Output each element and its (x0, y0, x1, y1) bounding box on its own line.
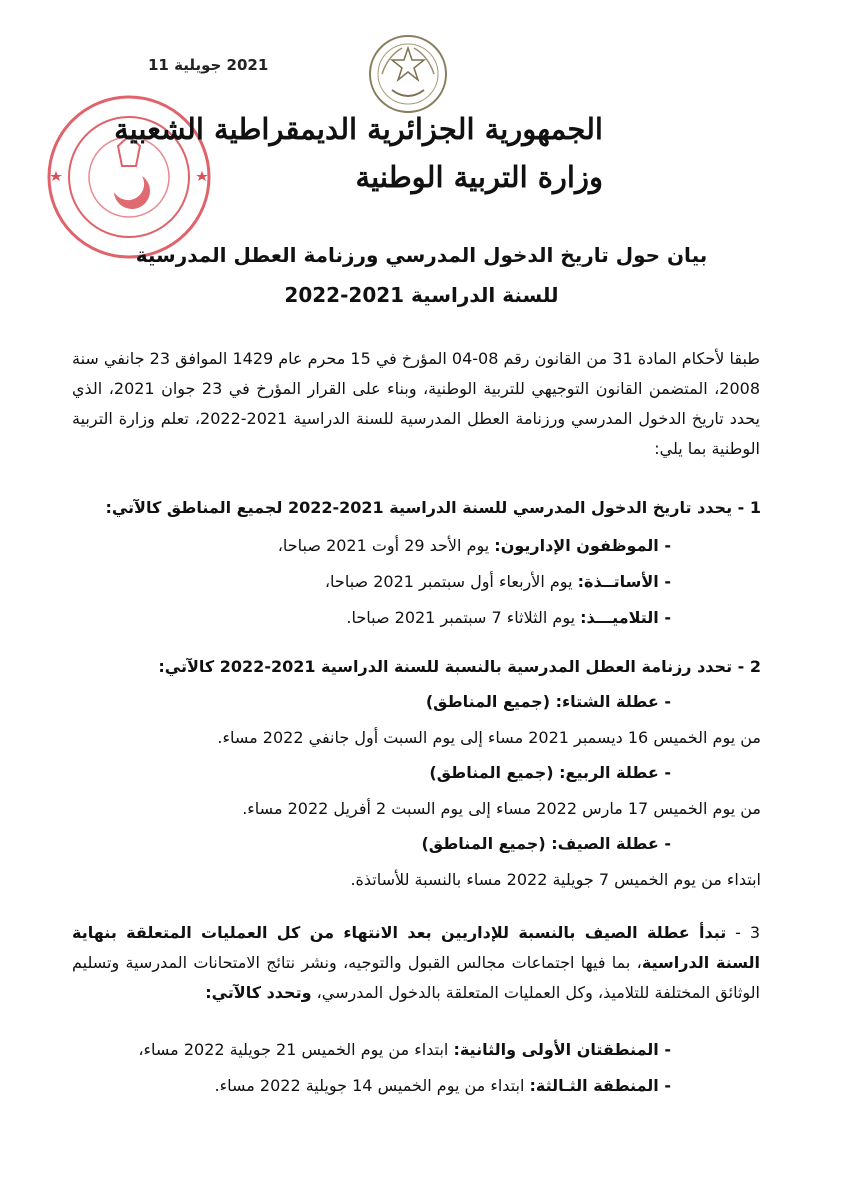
emblem-icon (362, 30, 454, 116)
item-label: - المنطقتان الأولى والثانية: (453, 1040, 671, 1059)
section-1-heading: 1 - يحدد تاريخ الدخول المدرسي للسنة الدراسية 2021-2022 لجميع المناطق كالآتي: (105, 498, 761, 517)
item-text: ابتداء من يوم الخميس 21 جويلية 2022 مساء، (138, 1040, 454, 1059)
date-stamp: 2021 جويلية 11 (148, 56, 269, 74)
item-label: - المنطقة الثـالثة: (529, 1076, 671, 1095)
item-text: يوم الأحد 29 أوت 2021 صباحا، (277, 536, 495, 555)
list-item (278, 536, 671, 555)
item-text: ابتداء من يوم الخميس 14 جويلية 2022 مساء. (214, 1076, 530, 1095)
item-label: - الموظفون الإداريون: (494, 536, 671, 555)
intro-paragraph: طبقا لأحكام المادة 31 من القانون رقم 08-04 المؤرخ في 15 محرم عام 1429 الموافق 23 جانفي سنة 2008، المتضمن القانون التوجيهي للتربية الوطنية، وبناء على القرار المؤرخ في 23 جوان 2021، الذي يحدد تاريخ الدخول المدرسي ورزنامة العطل المدرسية للسنة الدراسية 2021-2022، تعلم وزارة التربية الوطنية بما يلي: (72, 349, 760, 458)
section-3-ending: وتحدد كالآتي: (205, 983, 312, 1002)
spring-vacation-dates: من يوم الخميس 17 مارس 2022 مساء إلى يوم السبت 2 أفريل 2022 مساء. (242, 799, 761, 818)
section-3-number: 3 - (726, 923, 761, 942)
item-text: يوم الثلاثاء 7 سبتمبر 2021 صباحا. (346, 608, 581, 627)
list-item (215, 1076, 672, 1095)
document-title: بيان حول تاريخ الدخول المدرسي ورزنامة العطل المدرسية (135, 243, 708, 267)
list-item (138, 1040, 671, 1059)
item-text: يوم الأربعاء أول سبتمبر 2021 صباحا، (324, 572, 578, 591)
section-3-text: ، بما فيها اجتماعات مجالس القبول والتوجيه، ونشر نتائج الامتحانات المدرسية وتسليم الوثائق المختلفة للتلاميذ، وكل العمليات المتعلقة بالدخول المدرسي، (72, 953, 760, 1002)
winter-vacation-dates: من يوم الخميس 16 ديسمبر 2021 مساء إلى يوم السبت أول جانفي 2022 مساء. (217, 728, 761, 747)
summer-vacation-label: - عطلة الصيف: (جميع المناطق) (421, 834, 671, 853)
section-3-bold-text: تبدأ عطلة الصيف بالنسبة للإداريين بعد الانتهاء من كل العمليات المتعلقة بنهاية السنة الدراسية (72, 923, 760, 972)
item-label: - التلاميـــذ: (580, 608, 671, 627)
summer-vacation-dates: ابتداء من يوم الخميس 7 جويلية 2022 مساء بالنسبة للأساتذة. (350, 870, 761, 889)
spring-vacation-label: - عطلة الربيع: (جميع المناطق) (429, 763, 671, 782)
section-2-heading: 2 - تحدد رزنامة العطل المدرسية بالنسبة للسنة الدراسية 2021-2022 كالآتي: (158, 657, 761, 676)
list-item (325, 572, 671, 591)
item-label: - الأساتــذة: (577, 572, 671, 591)
list-item (346, 608, 671, 627)
republic-heading: الجمهورية الجزائرية الديمقراطية الشعبية (114, 112, 603, 146)
winter-vacation-label: - عطلة الشتاء: (جميع المناطق) (425, 692, 671, 711)
document-subtitle: للسنة الدراسية 2021-2022 (284, 283, 559, 307)
ministry-heading: وزارة التربية الوطنية (355, 160, 603, 194)
section-3-paragraph (72, 918, 760, 1008)
